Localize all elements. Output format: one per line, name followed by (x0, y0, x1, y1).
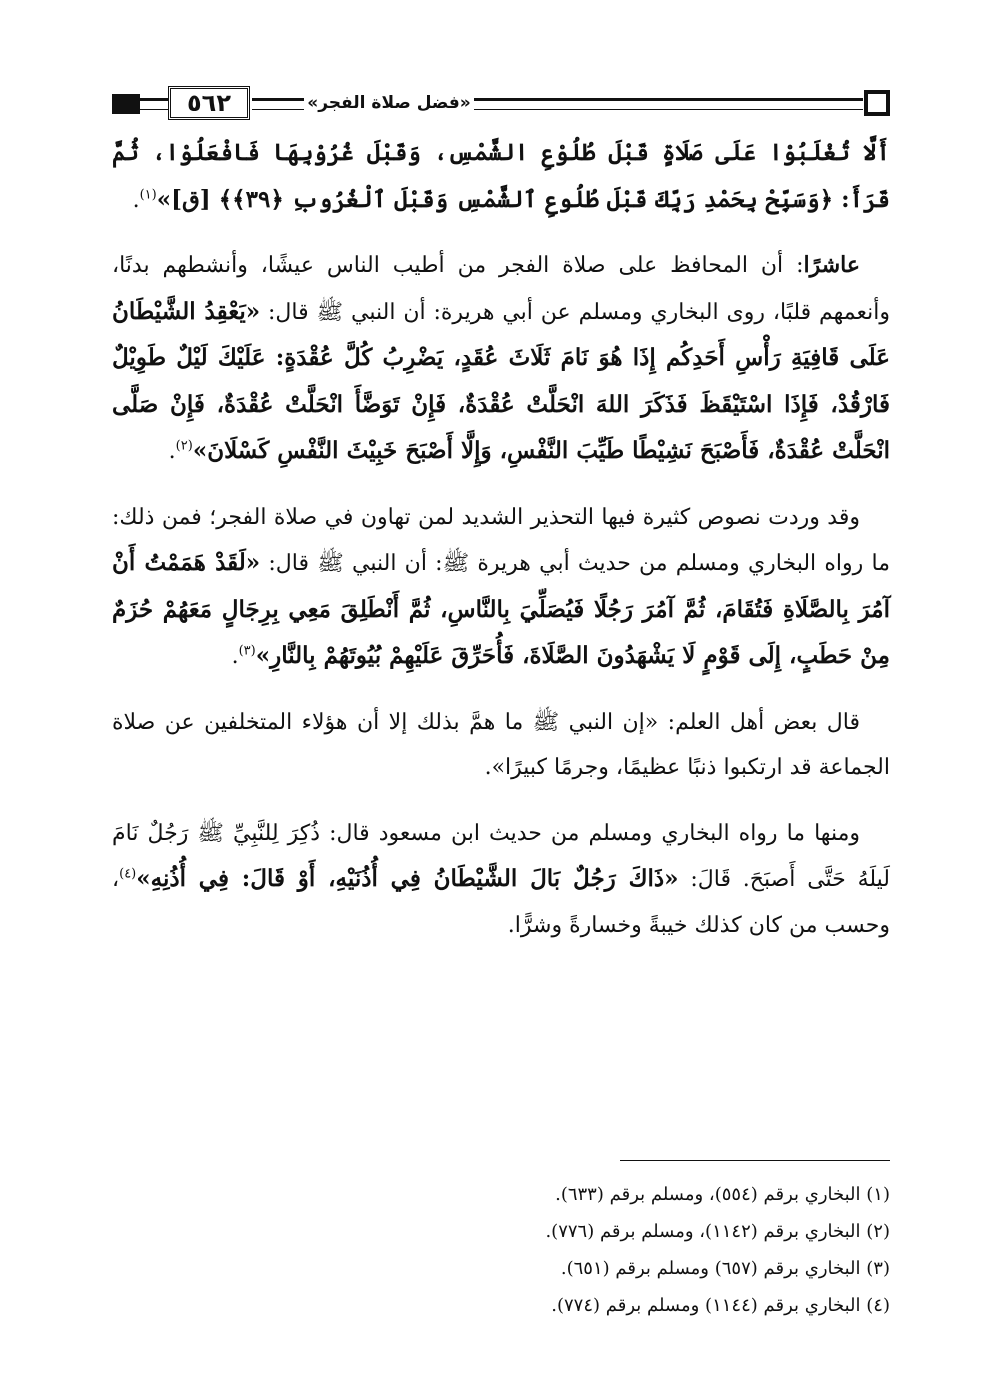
paragraph-end: . (132, 187, 140, 213)
paragraph-4 (112, 700, 890, 791)
footnote-ref-4[interactable]: (٤) (119, 866, 137, 882)
hadith-text: «يَعْقِدُ الشَّيْطَانُ عَلَى قَافِيَةِ رَأْسِ أَحَدِكُم إِذَا هُوَ نَامَ ثَلَاثَ عُقَدٍ، يَضْرِبُ كُلَّ عُقْدَةٍ: عَلَيْكَ لَيْلٌ طَوِيْلٌ فَارْقُدْ، فَإِذَا اسْتَيْقَظَ فَذَكَرَ اللهَ انْحَلَّتْ عُقْدَةٌ، فَإِنْ تَوَضَّأَ انْحَلَّتْ عُقْدَةٌ، فَإِنْ صَلَّى انْحَلَّتْ عُقْدَةٌ، فَأَصْبَحَ نَشِيْطًا طَيِّبَ النَّفْسِ، وَإِلَّا أَصْبَحَ خَبِيْثَ النَّفْسِ كَسْلَانَ» (112, 297, 890, 464)
running-title: «فضل صلاة الفجر» (304, 88, 474, 118)
footnote-ref-1[interactable]: (١) (139, 187, 157, 203)
hadith-text: «ذَاكَ رَجُلٌ بَالَ الشَّيْطَانُ فِي أُذُنَيْهِ، أَوْ قَالَ: فِي أُذُنِهِ» (136, 865, 679, 892)
header-rule (473, 98, 863, 110)
footnote-2: (٢) البخاري برقم (١١٤٢)، ومسلم برقم (٧٧٦). (545, 1221, 890, 1242)
paragraph-2 (112, 243, 890, 475)
footnote-3: (٣) البخاري برقم (٦٥٧) ومسلم برقم (٦٥١). (560, 1258, 890, 1279)
footnote-1: (١) البخاري برقم (٥٥٤)، ومسلم برقم (٦٣٣). (555, 1184, 890, 1205)
paragraph-text-tail: ، وحسب من كان كذلك خيبةً وخسارةً وشرًّا. (112, 867, 890, 938)
footnote-ref-2[interactable]: (٢) (175, 438, 193, 454)
paragraph-text: ومنها ما رواه البخاري ومسلم من حديث ابن مسعود قال: ذُكِرَ لِلنَّبِيِّ ﷺ رَجُلٌ نَامَ لَيلَهُ حَتَّى أَصبَحَ. قَالَ: (112, 820, 890, 892)
paragraph-1 (112, 130, 890, 223)
paragraph-text: قال بعض أهل العلم: «إن النبي ﷺ ما همَّ بذلك إلا أن هؤلاء المتخلفين عن صلاة الجماعة قد ارتكبوا ذنبًا عظيمًا، وجرمًا كبيرًا». (112, 709, 890, 780)
section-lead: عاشرًا (803, 252, 860, 278)
paragraph-3 (112, 495, 890, 680)
header-block-ornament (112, 94, 140, 114)
page-number: ٥٦٢ (168, 86, 250, 120)
paragraph-text: : أن المحافظ على صلاة الفجر من أطيب الناس عيشًا، وأنشطهم بدنًا، وأنعمهم قلبًا، روى البخاري ومسلم عن أبي هريرة: أن النبي ﷺ قال: (112, 253, 890, 325)
hadith-text: أَلَّا تُغْلَبُوْا عَلَى صَلَاةٍ قَبْلَ طُلُوْعِ الشَّمْسِ، وَقَبْلَ غُرُوْبِهَا فَافْعَلُوْا، ثُمَّ قَرَأَ: ﴿وَسَبِّحْ بِحَمْدِ رَبِّكَ قَبْلَ طُلُوعِ ٱلشَّمْسِ وَقَبْلَ ٱلْغُرُوبِ ﴿٣٩﴾﴾ [ق]» (112, 139, 890, 213)
header-corner-square-icon (864, 90, 890, 116)
header-rule (252, 98, 305, 110)
page-header (112, 82, 890, 124)
header-rule (140, 98, 170, 110)
footnote-separator (620, 1160, 890, 1161)
paragraph-5 (112, 811, 890, 949)
footnote-4: (٤) البخاري برقم (١١٤٤) ومسلم برقم (٧٧٤). (551, 1295, 890, 1316)
footnotes (112, 1176, 890, 1324)
paragraph-end: . (168, 439, 176, 464)
paragraph-text: وقد وردت نصوص كثيرة فيها التحذير الشديد لمن تهاون في صلاة الفجر؛ فمن ذلك: ما رواه البخاري ومسلم من حديث أبي هريرة ﷺ: أن النبي ﷺ قال: (112, 504, 890, 576)
hadith-text: «لَقَدْ هَمَمْتُ أَنْ آمُرَ بِالصَّلَاةِ فَتُقَامَ، ثُمَّ آمُرَ رَجُلًا فَيُصَلِّيَ بِالنَّاسِ، ثُمَّ أَنْطَلِقَ مَعِي بِرِجَالٍ مَعَهُمْ حُزَمٌ مِنْ حَطَبٍ، إِلَى قَوْمٍ لَا يَشْهَدُونَ الصَّلَاةَ، فَأُحَرِّقَ عَلَيْهِمْ بُيُوتَهُمْ بِالنَّارِ» (112, 549, 890, 669)
main-text (112, 130, 890, 948)
footnote-ref-3[interactable]: (٣) (238, 643, 256, 659)
paragraph-end: . (231, 644, 239, 669)
